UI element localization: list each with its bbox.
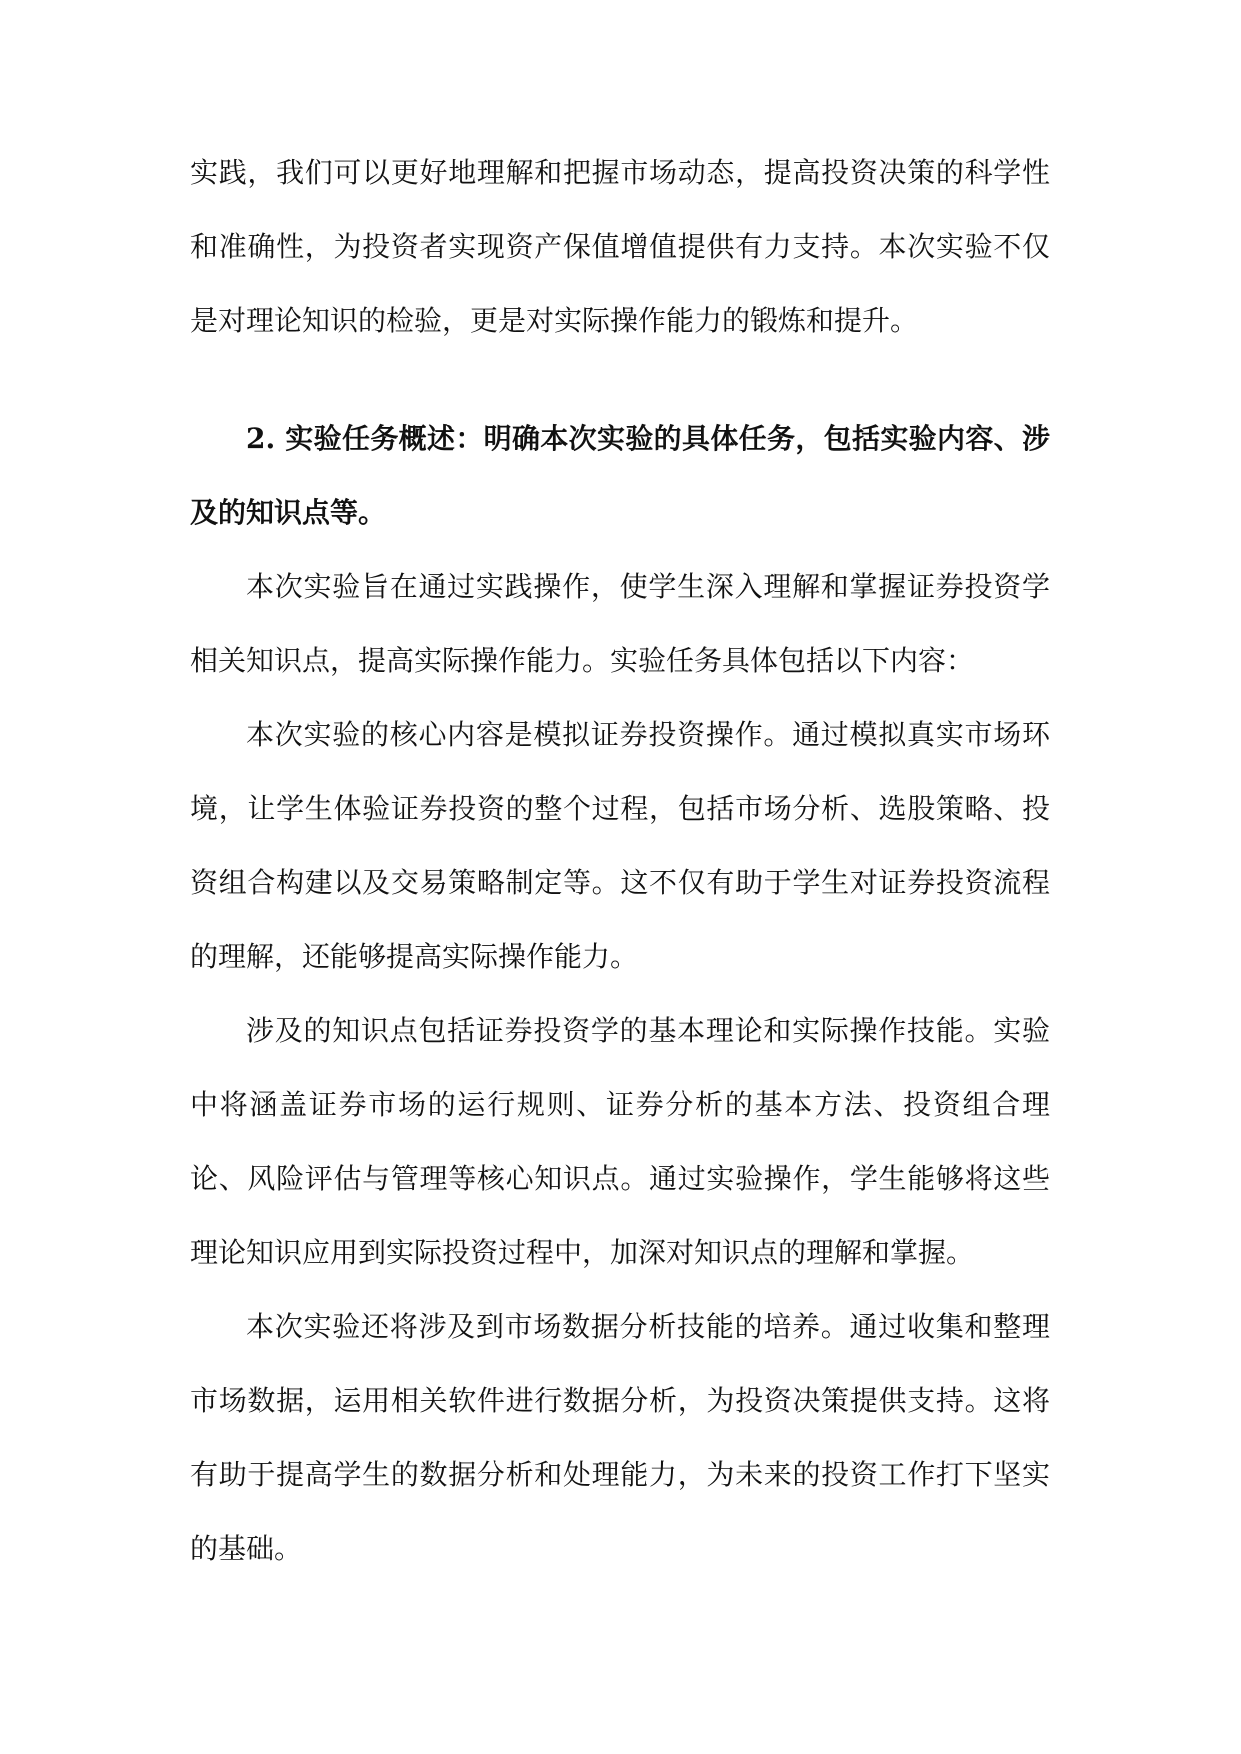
paragraph-intro: 本次实验旨在通过实践操作，使学生深入理解和掌握证券投资学相关知识点，提高实际操作能力。实验任务具体包括以下内容： — [190, 570, 1050, 677]
paragraph-data-analysis: 本次实验还将涉及到市场数据分析技能的培养。通过收集和整理市场数据，运用相关软件进行数据分析，为投资决策提供支持。这将有助于提高学生的数据分析和处理能力，为未来的投资工作打下坚实的基础。 — [190, 1310, 1050, 1565]
paragraph-core-content: 本次实验的核心内容是模拟证券投资操作。通过模拟真实市场环境，让学生体验证券投资的整个过程，包括市场分析、选股策略、投资组合构建以及交易策略制定等。这不仅有助于学生对证券投资流程的理解，还能够提高实际操作能力。 — [190, 718, 1050, 973]
paragraph-continuation: 实践，我们可以更好地理解和把握市场动态，提高投资决策的科学性和准确性，为投资者实现资产保值增值提供有力支持。本次实验不仅是对理论知识的检验，更是对实际操作能力的锻炼和提升。 — [190, 156, 1050, 337]
paragraph-knowledge-points: 涉及的知识点包括证券投资学的基本理论和实际操作技能。实验中将涵盖证券市场的运行规则、证券分析的基本方法、投资组合理论、风险评估与管理等核心知识点。通过实验操作，学生能够将这些理论知识应用到实际投资过程中，加深对知识点的理解和掌握。 — [190, 1014, 1050, 1269]
document-body — [190, 136, 1050, 1586]
section-heading: 2. 实验任务概述：明确本次实验的具体任务，包括实验内容、涉及的知识点等。 — [190, 422, 1050, 529]
